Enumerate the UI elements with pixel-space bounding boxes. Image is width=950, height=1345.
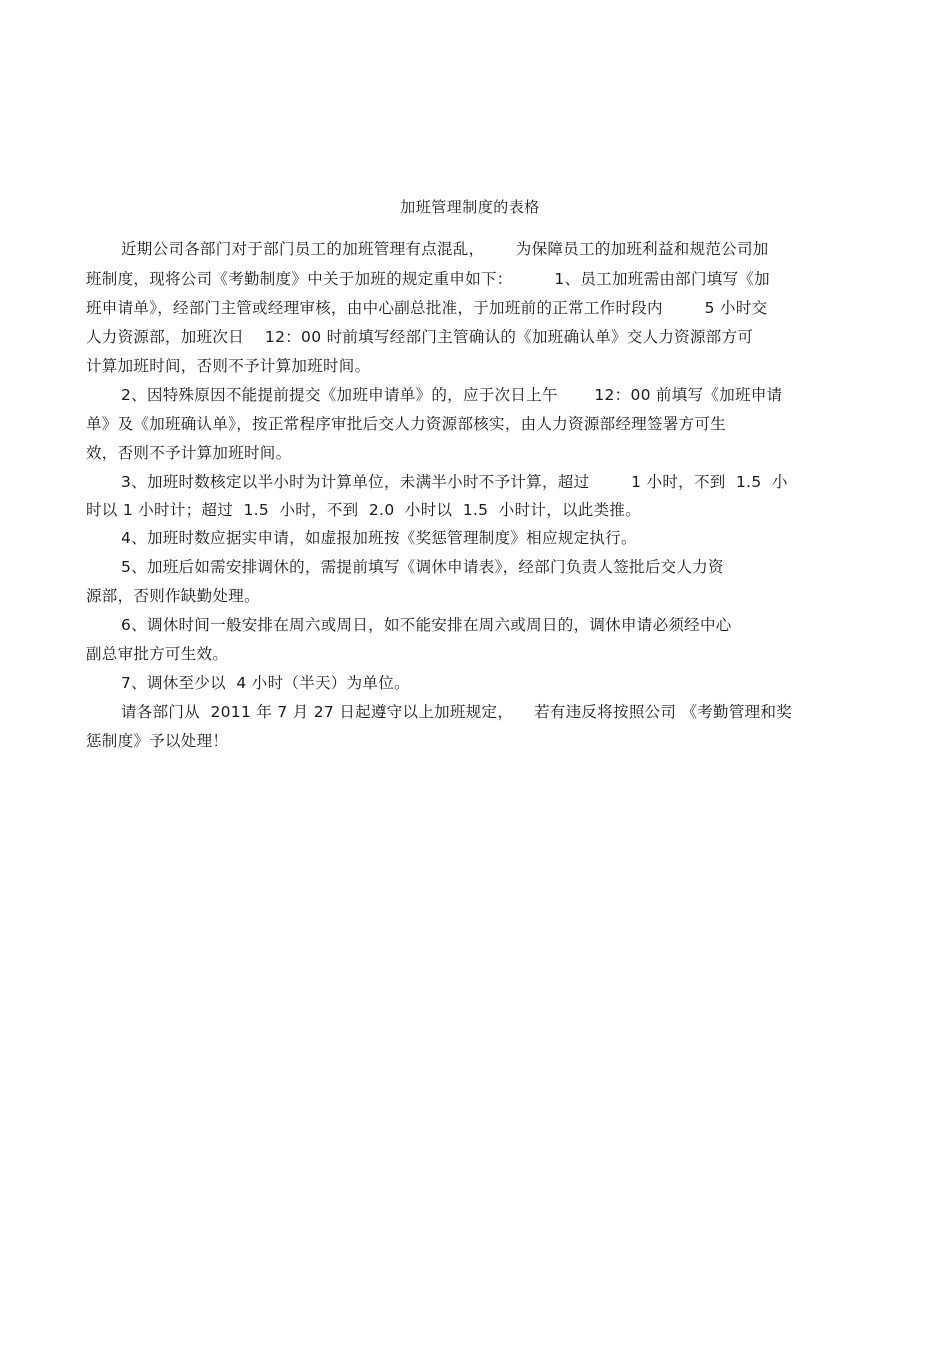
paragraph-line: 惩制度》予以处理！ [86,732,229,750]
paragraph-line: 7、调休至少以 4 小时（半天）为单位。 [121,674,410,692]
paragraph-line: 近期公司各部门对于部门员工的加班管理有点混乱， 为保障员工的加班利益和规范公司加 [121,240,769,258]
paragraph-line: 源部，否则作缺勤处理。 [86,587,260,605]
paragraph-line: 计算加班时间，否则不予计算加班时间。 [86,357,371,375]
paragraph-line: 时以 1 小时计；超过 1.5 小时，不到 2.0 小时以 1.5 小时计，以此类推。 [86,501,641,519]
paragraph-line: 6、调休时间一般安排在周六或周日，如不能安排在周六或周日的，调休申请必须经中心 [121,616,732,634]
paragraph-line: 4、加班时数应据实申请，如虚报加班按《奖惩管理制度》相应规定执行。 [121,529,637,547]
document-title: 加班管理制度的表格 [400,198,540,216]
paragraph-line: 效，否则不予计算加班时间。 [86,444,292,462]
paragraph-line: 副总审批方可生效。 [86,645,229,663]
paragraph-line: 班申请单》，经部门主管或经理审核，由中心副总批准，于加班前的正常工作时段内 5 小时交 [86,299,768,317]
paragraph-line: 人力资源部，加班次日 12：00 时前填写经部门主管确认的《加班确认单》交人力资源部方可 [86,328,754,346]
paragraph-line: 2、因特殊原因不能提前提交《加班申请单》的，应于次日上午 12：00 前填写《加班申请 [121,386,783,404]
paragraph-line: 请各部门从 2011 年 7 月 27 日起遵守以上加班规定， 若有违反将按照公司 《考勤管理和奖 [121,703,793,721]
paragraph-line: 5、加班后如需安排调休的，需提前填写《调休申请表》，经部门负责人签批后交人力资 [121,558,724,576]
paragraph-line: 单》及《加班确认单》，按正常程序审批后交人力资源部核实，由人力资源部经理签署方可生 [86,415,727,433]
paragraph-line: 班制度，现将公司《考勤制度》中关于加班的规定重申如下： 1、员工加班需由部门填写《加 [86,270,770,288]
paragraph-line: 3、加班时数核定以半小时为计算单位，未满半小时不予计算，超过 1 小时，不到 1.5 小 [121,473,788,491]
